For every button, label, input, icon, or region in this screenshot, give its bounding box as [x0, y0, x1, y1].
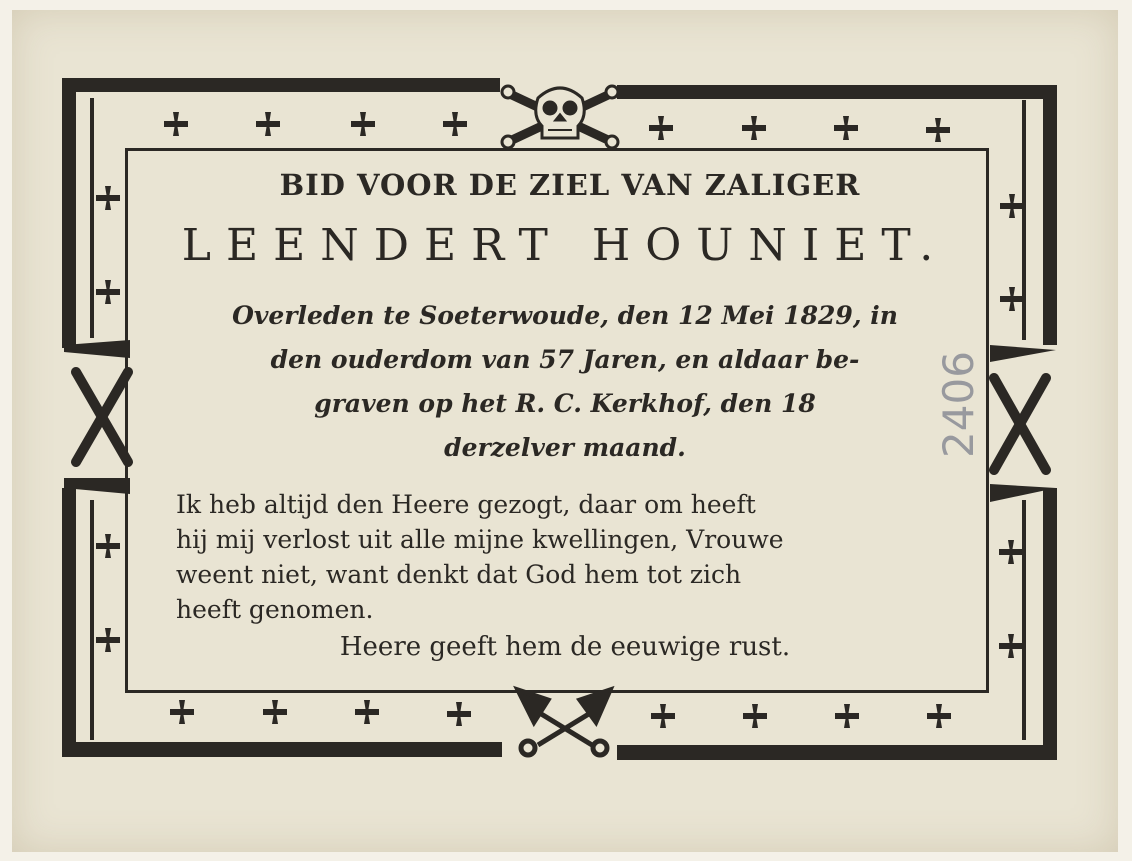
- verse-line: heeft genomen.: [176, 595, 374, 624]
- death-details-line: derzelver maand.: [444, 433, 686, 462]
- verse-line: hij mij verlost uit alle mijne kwellingen, Vrouwe: [176, 525, 784, 554]
- verse-line: weent niet, want denkt dat God hem tot zich: [176, 560, 742, 589]
- pencil-inventory-number: 2406: [933, 351, 983, 458]
- closing-prayer: Heere geeft hem de eeuwige rust.: [339, 632, 791, 662]
- crossed-shovels-icon: [518, 690, 610, 755]
- skull-crossbones-icon: [502, 86, 618, 148]
- death-details-line: graven op het R. C. Kerkhof, den 18: [314, 389, 816, 418]
- prayer-heading: BID VOOR DE ZIEL VAN ZALIGER: [279, 168, 861, 202]
- crossed-torches-icon: [994, 378, 1046, 470]
- verse-line: Ik heb altijd den Heere gezogt, daar om heeft: [176, 490, 756, 519]
- deceased-name: LEENDERT HOUNIET.: [181, 220, 949, 271]
- crossed-torches-icon: [76, 372, 128, 462]
- death-details-line: den ouderdom van 57 Jaren, en aldaar be-: [270, 345, 860, 374]
- death-details-line: Overleden te Soeterwoude, den 12 Mei 1829, in: [232, 301, 898, 330]
